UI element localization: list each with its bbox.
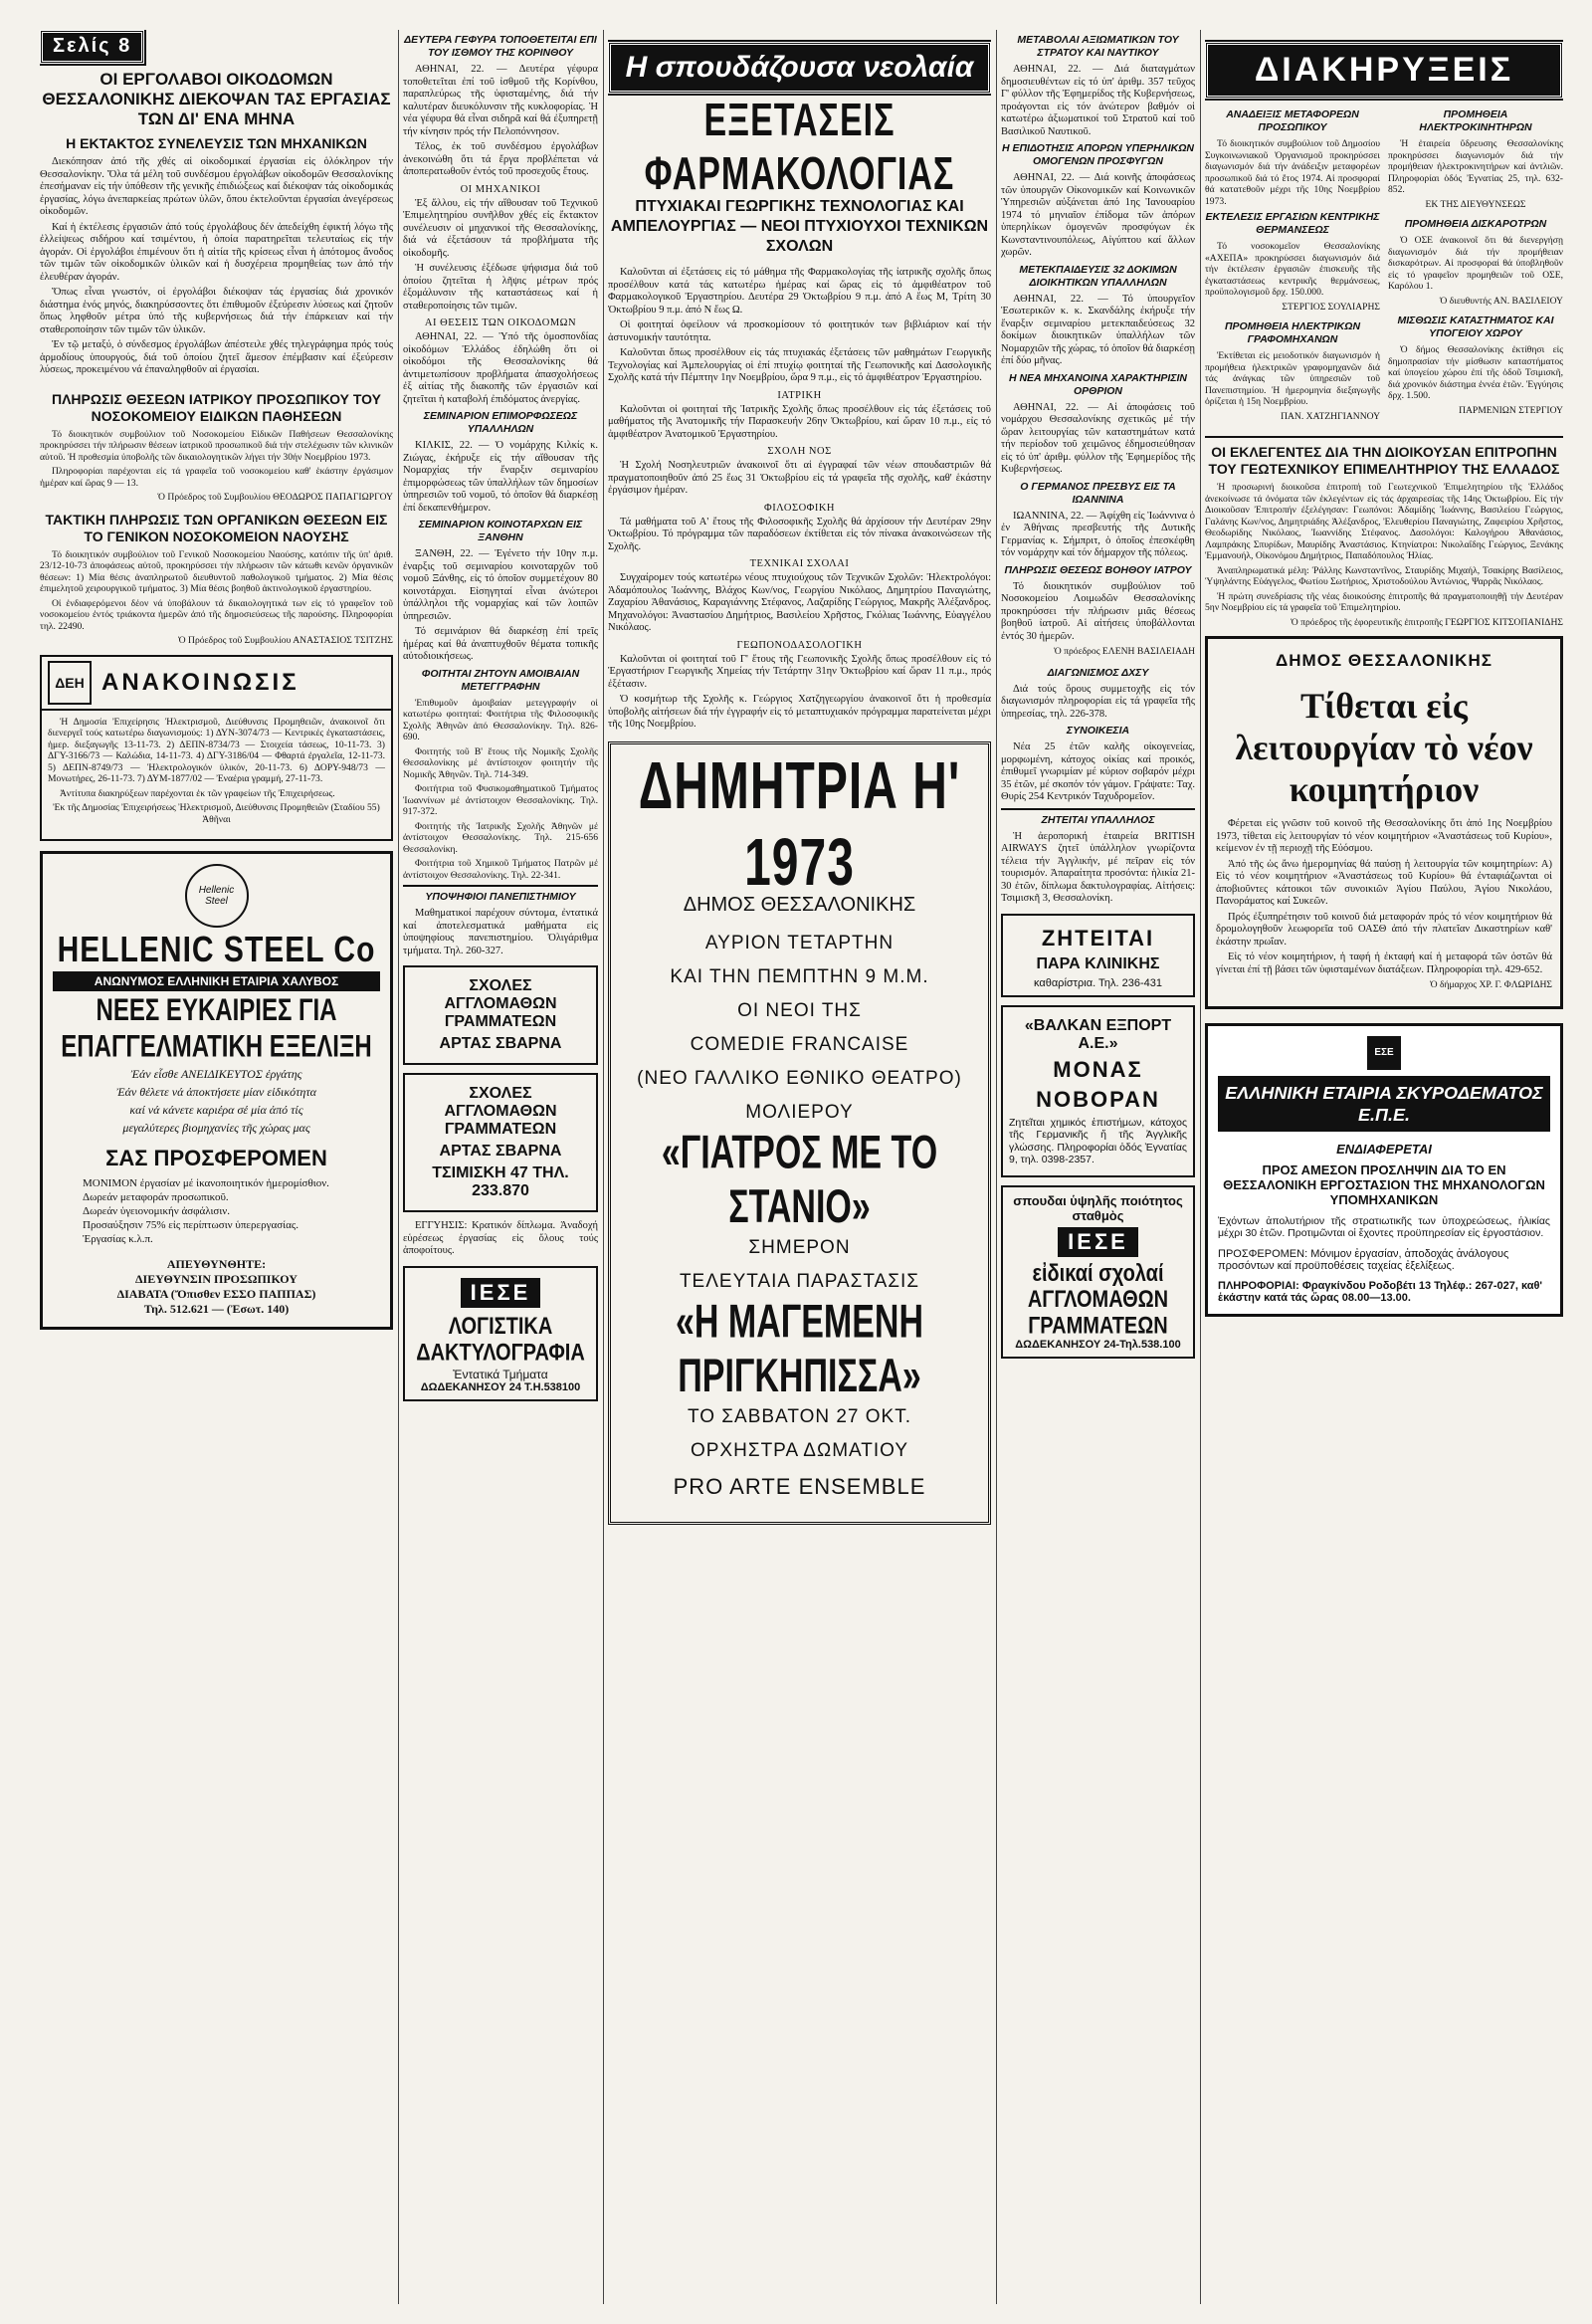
article-paragraph: Πληροφορίαι παρέχονται εἰς τά γραφεῖα τοῦ νοσοκομείου καθ' ἑκάστην ἐργάσιμον ἡμέραν καί ὥρας 9 — 13.	[40, 466, 393, 489]
iese-ad-top: σπουδαι ὑψηλῆς ποιότητος σταθμὸς	[1013, 1192, 1183, 1223]
article-paragraph: Τό διοικητικόν συμβούλιον τοῦ Γενικοῦ Νοσοκομείου Ναούσης, κατόπιν τῆς ὑπ' ἀριθ. 23/12-10-73 ἀποφάσεως αὐτοῦ, προκηρύσσει τήν πλήρωσιν τῶν κάτωθι κενῶν ὀργανικῶν θέσεων: 1) Μία θέσις ἀναπληρωτοῦ διευθυντοῦ παθολογικοῦ τμήματος. 2) Μία θέσις ἐπιμελητοῦ χειρουργικοῦ τμήματος. 3) Μία θέσις βοηθοῦ ἀκτινολογικοῦ ἐργαστηρίου.	[40, 548, 393, 594]
column-4	[1001, 30, 1195, 2304]
notice-text: Τό νοσοκομεῖον Θεσσαλονίκης «ΑΧΕΠΑ» προκηρύσσει διαγωνισμόν διά τήν ἐκτέλεσιν ἐργασιῶν ἐπισκευῆς τῆς ἐγκαταστάσεως κεντρικῆς θερμάνσεως, προϋπολογισμοῦ δρχ. 150.000.	[1205, 241, 1380, 298]
article-paragraph: ΑΘΗΝΑΙ, 22. — Διά κοινῆς ἀποφάσεως τῶν ὑπουργῶν Οἰκονομικῶν καί Κοινωνικῶν Ὑπηρεσιῶν αὐξάνεται ἀπό 1ης Ἰανουαρίου 1974 τό μηνιαῖον ἐπίδομα τῶν ἀπόρων ὑπερηλίκων ὁμογενῶν προσφύγων ἐκ Κωνσταντινουπόλεως, Αἰγύπτου καί ἄλλων χωρῶν.	[1001, 172, 1195, 258]
signature: Ὁ δήμαρχος ΧΡ. Γ. ΦΛΩΡΙΔΗΣ	[1429, 979, 1552, 990]
section-banner: ΔΙΑΚΗΡΥΞΕΙΣ	[1205, 42, 1563, 99]
section-subhead: ΣΧΟΛΗ ΝΟΣ	[767, 446, 832, 457]
section-subhead: ΤΕΧΝΙΚΑΙ ΣΧΟΛΑΙ	[749, 558, 850, 569]
ad-line: ΝΟΒΟΡΑΝ	[1036, 1086, 1160, 1112]
article-paragraph: ΙΩΑΝΝΙΝΑ, 22. — Ἀφίχθη εἰς Ἰωάννινα ὁ ἐν Ἀθήναις πρεσβευτής τῆς Δυτικῆς Γερμανίας κ. Σήμπριτ, ὁ ὁποῖος ἐπεσκέφθη τόν νομάρχην καί τόν δήμαρχον τῆς πόλεως.	[1001, 510, 1195, 558]
festival-line: ΤΕΛΕΥΤΑΙΑ ΠΑΡΑΣΤΑΣΙΣ	[679, 1270, 920, 1292]
article-paragraph: Νέα 25 ἐτῶν καλῆς οἰκογενείας, μορφωμένη, κάτοχος οἰκίας καί προικός, ἐπιθυμεῖ γνωριμίαν μέ κύριον σοβαρόν μέχρι 35 ἐτῶν, μέ σκοπόν τόν γάμον. Γράψατε: Ταχ. Θυρίς 254 Κεντρικόν Ταχυδρομεῖον.	[1001, 741, 1195, 802]
article-subheadline: Η ΕΚΤΑΚΤΟΣ ΣΥΝΕΛΕΥΣΙΣ ΤΩΝ ΜΗΧΑΝΙΚΩΝ	[66, 135, 367, 151]
article-paragraph: ΚΙΛΚΙΣ, 22. — Ὁ νομάρχης Κιλκίς κ. Ζιώγας, ἐκήρυξε εἰς τήν αἴθουσαν τῆς Νομαρχίας τήν ἔναρξιν σεμιναρίου ἐπιμορφώσεως τῶν ὑπαλλήλων τῶν δημοσίων ὑπηρεσιῶν τοῦ νομοῦ, τό ὁποῖον θά διαρκέσῃ ἐπί δεκαπενθήμερον.	[403, 440, 598, 514]
section-banner: Η σπουδάζουσα νεολαία	[608, 42, 991, 94]
notice-title: ΜΙΣΘΩΣΙΣ ΚΑΤΑΣΤΗΜΑΤΟΣ ΚΑΙ ΥΠΟΓΕΙΟΥ ΧΩΡΟΥ	[1397, 315, 1554, 339]
article-paragraph: Καλοῦνται οἱ φοιτηταί τοῦ Γ' ἔτους τῆς Γεωπονικῆς Σχολῆς ὅπως προσέλθουν εἰς τό Ἐργαστήριον Γεωργικῆς Χημείας τήν Τετάρτην 31ην Ὀκτωβρίου καί ὥραν 11 π.μ., πρός ἐξέτασιν.	[608, 653, 991, 690]
ad-line: Ἐάν θέλετε νά ἀποκτήσετε μίαν εἰδικότητα	[116, 1085, 316, 1099]
article-paragraph: Καλοῦνται οἱ φοιτηταί τῆς Ἰατρικῆς Σχολῆς ὅπως προσέλθουν εἰς τάς ἐξετάσεις τοῦ μαθήματος τῆς Ἀνατομικῆς τήν Παρασκευήν 26ην Ὀκτωβρίου, καί ὥραν 10 π.μ., εἰς τό ἀμφιθέατρον Ἀνατομικοῦ Ἐργαστηρίου.	[608, 403, 991, 440]
signature: Ὁ Πρόεδρος τοῦ Συμβουλίου ΑΝΑΣΤΑΣΙΟΣ ΤΣΙΤΖΗΣ	[178, 635, 393, 646]
column-rule	[603, 30, 604, 2304]
announcement-text: Ἡ Δημοσία Ἐπιχείρησις Ἠλεκτρισμοῦ, Διεύθυνσις Προμηθειῶν, ἀνακοινοῖ ὅτι διενεργεῖ τούς κατωτέρω διαγωνισμούς: 1) ΔΥΝ-3074/73 — Κεντρικές ἐγκαταστάσεις, ἡμερ. διεξαγωγῆς 13-11-73. 2) ΔΕΠΝ-8734/73 — Στοιχεία τάσεως, 10-11-73. 3) ΔΓΥ-3166/73 — Καλώδια, 14-11-73. 4) ΔΓΥ-3186/04 — Φθαρτά ἐργαλεῖα, 12-11-73. 5) ΔΕΠΝ-8749/73 — Ἠλεκτρολογικόν ὑλικόν, 20-11-73. 6) ΔΟΡΥ-948/73 — Μονωτήρες, 26-11-73. 7) ΔΥΜ-1877/02 — Ἐναέρια γραμμή, 27-11-73.	[48, 716, 385, 784]
article-headline: ΟΙ ΕΚΛΕΓΕΝΤΕΣ ΔΙΑ ΤΗΝ ΔΙΟΙΚΟΥΣΑΝ ΕΠΙΤΡΟΠΗΝ ΤΟΥ ΓΕΩΤΕΧΝΙΚΟΥ ΕΠΙΜΕΛΗΤΗΡΙΟΥ ΤΗΣ ΕΛΛΑΔΟΣ	[1205, 436, 1563, 478]
article-headline: ΔΕΥΤΕΡΑ ΓΕΦΥΡΑ ΤΟΠΟΘΕΤΕΙΤΑΙ ΕΠΙ ΤΟΥ ΙΣΘΜΟΥ ΤΗΣ ΚΟΡΙΝΘΟΥ	[404, 34, 597, 59]
iese-ad-headline: εἰδικαί σχολαί ΑΓΓΛΟΜΑΘΩΝ ΓΡΑΜΜΑΤΕΩΝ	[1027, 1259, 1169, 1340]
ad-line: ΜΟΝΑΣ	[1053, 1056, 1143, 1082]
iese-ad-address: ΔΩΔΕΚΑΝΗΣΟΥ 24 Τ.Η.538100	[420, 1380, 581, 1393]
article-paragraph: ΑΘΗΝΑΙ, 22. — Διά διαταγμάτων δημοσιευθέντων εἰς τό ὑπ' ἀριθμ. 357 τεῦχος Γ' φύλλον τῆς Ἐφημερίδος τῆς Κυβερνήσεως, προάγονται εἰς τόν ἀνώτερον βαθμόν οἱ κατωτέρω ἀξιωματικοί τοῦ Στρατοῦ καί τοῦ Βασιλικοῦ Ναυτικοῦ.	[1001, 64, 1195, 137]
article-paragraph: Διεκόπησαν ἀπό τῆς χθές αἱ οἰκοδομικαί ἐργασίαι εἰς ὁλόκληρον τήν Θεσσαλονίκην. Ὅλα τά μέλη τοῦ συνδέσμου ἐργολάβων οἰκοδομῶν Θεσσαλονίκης ἐπεσήμαναν εἰς τήν ὑπόθεσιν τῆς γενικῆς ἐπιδιώξεως καί διέκοψαν τάς οἰκοδομικάς ἐργασίας, λόγω ἀνεπαρκείας πρώτων ὑλῶν, ὅπου ἐκτελοῦνται ἐργασίαι ἀνεγέρσεως οἰκοδομῶν.	[40, 156, 393, 217]
school-ad	[403, 1073, 598, 1212]
municipal-notice	[1205, 636, 1563, 1009]
festival-line: ΤΟ ΣΑΒΒΑΤΟΝ 27 ΟΚΤ.	[687, 1405, 912, 1427]
classified-item: Φοιτήτρια τοῦ Φυσικομαθηματικοῦ Τμήματος Ἰωαννίνων μέ ἀντίστοιχον Θεσσαλονίκης. Τηλ. 917-372.	[403, 783, 598, 817]
festival-line: ΣΗΜΕΡΟΝ	[748, 1236, 851, 1258]
iese-ad-tag: Ἐντατικά Τμήματα	[453, 1367, 548, 1381]
article-headline: ΜΕΤΑΒΟΛΑΙ ΑΞΙΩΜΑΤΙΚΩΝ ΤΟΥ ΣΤΡΑΤΟΥ ΚΑΙ ΝΑΥΤΙΚΟΥ	[1017, 34, 1179, 59]
section-subhead: ΟΙ ΜΗΧΑΝΙΚΟΙ	[460, 183, 541, 195]
article-headline: ΥΠΟΨΗΦΙΟΙ ΠΑΝΕΠΙΣΤΗΜΙΟΥ	[403, 885, 598, 904]
article-paragraph: Ἡ πρώτη συνεδρίασις τῆς νέας διοικούσης ἐπιτροπῆς θά πραγματοποιηθῇ τήν Δευτέραν 5ην Νοεμβρίου εἰς τά γραφεῖα τοῦ Ἐπιμελητηρίου.	[1205, 590, 1563, 613]
wanted-ad-text: καθαρίστρια. Τηλ. 236-431	[1033, 976, 1163, 989]
school-ad-title: ΣΧΟΛΕΣ ΑΓΓΛΟΜΑΘΩΝ ΓΡΑΜΜΑΤΕΩΝ	[444, 977, 557, 1030]
iese-ad	[403, 1266, 598, 1401]
article-headline: Η ΝΕΑ ΜΗΧΑΝΟΙΝΑ ΧΑΡΑΚΤΗΡΙΣΙΝ ΟΡΘΡΙΟΝ	[1008, 371, 1188, 397]
section-subhead: ΑΙ ΘΕΣΕΙΣ ΤΩΝ ΟΙΚΟΔΟΜΩΝ	[424, 317, 577, 328]
school-ad-title: ΣΧΟΛΕΣ ΑΓΓΛΟΜΑΘΩΝ ΓΡΑΜΜΑΤΕΩΝ	[444, 1085, 557, 1138]
article-headline: ΦΟΙΤΗΤΑΙ ΖΗΤΟΥΝ ΑΜΟΙΒΑΙΑΝ ΜΕΤΕΓΓΡΑΦΗΝ	[421, 667, 580, 693]
wanted-ad-subtitle: ΠΑΡΑ ΚΛΙΝΙΚΗΣ	[1036, 954, 1160, 972]
notice-column	[1388, 105, 1563, 430]
ad-text: Ἐχόντων ἀπολυτήριον τῆς στρατιωτικῆς των ὑποχρεώσεως, ἡλικίας μέχρι 30 ἐτῶν. Προτιμῶνται οἱ ἔχοντες προϋπηρεσίαν εἰς ἐργοστάσιον.	[1218, 1214, 1550, 1239]
main-headline: ΕΞΕΤΑΣΕΙΣ ΦΑΡΜΑΚΟΛΟΓΙΑΣ	[644, 95, 955, 200]
company-subtitle: ΑΝΩΝΥΜΟΣ ΕΛΛΗΝΙΚΗ ΕΤΑΙΡΙΑ ΧΑΛΥΒΟΣ	[53, 971, 380, 991]
announcement-text: Ἀντίτυπα διακηρύξεων παρέχονται ἐκ τῶν γραφείων τῆς Ἐπιχειρήσεως.	[60, 787, 335, 799]
school-ad-name: ΑΡΤΑΣ ΣΒΑΡΝΑ	[439, 1035, 562, 1052]
ad-contact: ΔΙΑΒΑΤΑ (Ὄπισθεν ΕΣΣΟ ΠΑΠΠΑΣ)	[116, 1287, 316, 1301]
play-title: «ΓΙΑΤΡΟΣ ΜΕ ΤΟ ΣΤΑΝΙΟ»	[661, 1125, 938, 1233]
column-5	[1205, 30, 1563, 2304]
notice-text: Ἐκτίθεται εἰς μειοδοτικόν διαγωνισμόν ἡ προμήθεια ἠλεκτρικῶν γραφομηχανῶν διά τάς ἀνάγκας τῶν ὑπηρεσιῶν τοῦ Πανεπιστημίου. Ἡ ἡμερομηνία διεξαγωγῆς ὁρίζεται ἡ 15η Νοεμβρίου.	[1205, 350, 1380, 407]
article-paragraph: Τό διοικητικόν συμβούλιον τοῦ Νοσοκομείου Εἰδικῶν Παθήσεων Θεσσαλονίκης προκηρύσσει τήν πλήρωσιν θέσεων ἰατρικοῦ προσωπικοῦ διά τήν στελέχωσιν τῶν κλινικῶν αὐτοῦ. Ἡ προθεσμία ὑποβολῆς τῶν δικαιολογητικῶν λήγει τήν 30ήν Νοεμβρίου 1973.	[40, 428, 393, 463]
notice-headline: Τίθεται εἰς λειτουργίαν τὸ νέον κοιμητήριον	[1235, 686, 1533, 809]
classified-item: Ἐπιθυμοῦν ἀμοιβαίαν μετεγγραφήν οἱ κατωτέρω φοιτηταί: Φοιτήτρια τῆς Φιλοσοφικῆς Σχολῆς Ἀθηνῶν ἀπό Θεσσαλονίκην. Τηλ. 826-690.	[403, 697, 598, 742]
article-paragraph: Διά τούς ὅρους συμμετοχῆς εἰς τόν διαγωνισμόν πληροφορίαι εἰς τά γραφεῖα τῆς ὑπηρεσίας, τηλ. 226-378.	[1001, 683, 1195, 720]
article-paragraph: Τέλος, ἐκ τοῦ συνδέσμου ἐργολάβων ἀνεκοινώθη ὅτι τά ἔργα προβλέπεται νά ἀποπερατωθοῦν ἐντός τοῦ προσεχοῦς ἔτους.	[403, 141, 598, 177]
ad-offer-item: Ἐργασίας κ.λ.π.	[83, 1233, 153, 1245]
announcement-title: ΑΝΑΚΟΙΝΩΣΙΣ	[101, 668, 299, 696]
play-title: «Η ΜΑΓΕΜΕΝΗ ΠΡΙΓΚΗΠΙΣΣΑ»	[675, 1294, 923, 1402]
article-headline: Η ΕΠΙΔΟΤΗΣΙΣ ΑΠΟΡΩΝ ΥΠΕΡΗΛΙΚΩΝ ΟΜΟΓΕΝΩΝ ΠΡΟΣΦΥΓΩΝ	[1001, 142, 1194, 167]
article-headline: ΔΙΑΓΩΝΙΣΜΟΣ ΔΧΣΥ	[1047, 666, 1149, 679]
column-rule	[996, 30, 997, 2304]
article-paragraph: Οἱ ἐνδιαφερόμενοι δέον νά ὑποβάλουν τά δικαιολογητικά των εἰς τό γραφεῖον τοῦ νοσοκομείου ἐντός τριάκοντα ἡμερῶν ἀπό τῆς δημοσιεύσεως τῆς παρούσης. Πληροφορίαι τηλ. 22490.	[40, 597, 393, 632]
balkan-export-ad	[1001, 1005, 1195, 1177]
notice-title: ΕΚΤΕΛΕΣΙΣ ΕΡΓΑΣΙΩΝ ΚΕΝΤΡΙΚΗΣ ΘΕΡΜΑΝΣΕΩΣ	[1205, 211, 1380, 236]
article-paragraph: ΞΑΝΘΗ, 22. — Ἐγένετο τήν 10ην π.μ. ἐναρξις τοῦ σεμιναρίου κοινοταρχῶν τοῦ νομοῦ Ξάνθης, εἰς τό ὁποῖον συμμετέχουν 80 κοινοτάρχαι. Εἰσηγηταί εἶναι ἀνώτεροι ὑπάλληλοι τῆς νομαρχίας καί τῶν λοιπῶν ὑπηρεσιῶν.	[403, 548, 598, 622]
article-paragraph: Συγχαίρομεν τούς κατωτέρω νέους πτυχιούχους τῶν Τεχνικῶν Σχολῶν: Ἠλεκτρολόγοι: Ἀδαμόπουλος Ἰωάννης, Βλάχος Κων/νος, Γεωργίου Νικόλαος, Δημητρίου Παναγιώτης, Ζαχαρίου Ἀθανάσιος, Καραγιάννης Στέφανος, Λαζαρίδης Γεώργιος, Μακρῆς Ἀλέξανδρος. Μηχανολόγοι: Ἀναστασίου Δημήτριος, Βασιλείου Χρῆστος, Γκόλιας Ἰωάννης, Εὐαγγέλου Νικόλαος.	[608, 572, 991, 633]
school-ad-address: ΤΣΙΜΙΣΚΗ 47 ΤΗΛ. 233.870	[432, 1164, 569, 1199]
wanted-ad	[1001, 914, 1195, 997]
hellenic-steel-ad	[40, 851, 393, 1330]
article-paragraph: Ἡ συνέλευσις ἐξέδωσε ψήφισμα διά τοῦ ὁποίου ζητεῖται ἡ λῆψις μέτρων πρός ἐξομάλυνσιν τῆς καταστάσεως καί ἡ σταθεροποίησις τῶν τιμῶν.	[403, 263, 598, 312]
ad-text: Ζητεῖται χημικός ἐπιστήμων, κάτοχος τῆς Γερμανικῆς ἤ τῆς Ἀγγλικῆς γλώσσης. Πληροφορίαι ὁδός Ἐγνατίας 9, τηλ. 0398-2357.	[1009, 1116, 1187, 1165]
notice-column	[1205, 105, 1380, 430]
festival-line: PRO ARTE ENSEMBLE	[673, 1473, 926, 1499]
classified-item: Φοιτητής τῆς Ἰατρικῆς Σχολῆς Ἀθηνῶν μέ ἀντίστοιχον Θεσσαλονίκης. Τηλ. 215-656 Θεσσαλονίκη.	[403, 820, 598, 855]
article-paragraph: ΑΘΗΝΑΙ, 22. — Ὑπό τῆς ὁμοσπονδίας οἰκοδόμων Ἑλλάδος ἐδηλώθη ὅτι οἱ οἰκοδόμοι τῆς Θεσσαλονίκης θά ἀντιμετωπίσουν προβλήματα ἀπασχολήσεως ἐξ αἰτίας τῆς διακοπῆς τῶν ἐργασιῶν καί ζητεῖται ἡ καταβολή ἐπιδόματος ἀνεργίας.	[403, 331, 598, 405]
signature: Ὁ Πρόεδρος τοῦ Συμβουλίου ΘΕΟΔΩΡΟΣ ΠΑΠΑΓΙΩΡΓΟΥ	[157, 492, 393, 503]
article-paragraph: ΕΓΓΥΗΣΙΣ: Κρατικόν δίπλωμα. Ἀναδοχή εὑρέσεως ἐργασίας εἰς ὅλους τούς ἀποφοίτους.	[403, 1220, 598, 1256]
company-name: «ΒΑΛΚΑΝ ΕΞΠΟΡΤ Α.Ε.»	[1024, 1016, 1172, 1052]
wanted-ad-title: ΖΗΤΕΙΤΑΙ	[1041, 925, 1155, 951]
announcement-box	[40, 655, 393, 842]
ad-line: μεγαλύτερες βιομηχανίες τῆς χώρας μας	[122, 1121, 310, 1135]
dimitria-festival-ad	[608, 741, 991, 1525]
article-headline: ΠΛΗΡΩΣΙΣ ΘΕΣΕΩΝ ΙΑΤΡΙΚΟΥ ΠΡΟΣΩΠΙΚΟΥ ΤΟΥ ΝΟΣΟΚΟΜΕΙΟΥ ΕΙΔΙΚΩΝ ΠΑΘΗΣΕΩΝ	[51, 390, 381, 424]
iese-logo: ΙΕΣΕ	[461, 1278, 541, 1308]
article-paragraph: Τά μαθήματα τοῦ Α' ἔτους τῆς Φιλοσοφικῆς Σχολῆς θά ἀρχίσουν τήν Δευτέραν 29ην Ὀκτωβρίου. Τό πρόγραμμα τῶν παραδόσεων ἐκτίθεται εἰς τόν πίνακα ἀνακοινώσεων τῆς Σχολῆς.	[608, 516, 991, 552]
classified-item: Φοιτητής τοῦ Β' ἔτους τῆς Νομικῆς Σχολῆς Θεσσαλονίκης μέ ἀντίστοιχον φοιτητήν τῆς Νομικῆς Ἀθηνῶν. Τηλ. 714-349.	[403, 745, 598, 780]
notice-title: ΠΡΟΜΗΘΕΙΑ ΗΛΕΚΤΡΙΚΩΝ ΓΡΑΦΟΜΗΧΑΝΩΝ	[1224, 320, 1361, 345]
ad-contact: ΠΛΗΡΟΦΟΡΙΑΙ: Φραγκίνδου Ροδοβέτι 13 Τηλέφ.: 267-027, καθ' ἑκάστην κατά τάς ὥρας 08.00—13.00.	[1218, 1279, 1543, 1304]
iese-logo: ΙΕΣΕ	[1058, 1227, 1138, 1257]
notice-text: Ὁ δήμος Θεσσαλονίκης ἐκτίθησι εἰς δημοπρασίαν τήν μίσθωσιν καταστήματος καί ὑπογείου χώρου ἐπί τῆς ὁδοῦ Τσιμισκῆ, διά χρονικόν διάστημα ἐννέα ἐτῶν. Ἐγγύησις δρχ. 1.500.	[1388, 344, 1563, 401]
article-paragraph: Ἀναπληρωματικά μέλη: Ῥάλλης Κωνσταντῖνος, Σταυρίδης Μιχαήλ, Τσακίρης Βασίλειος, Ὑψηλάντης Εὐάγγελος, Φωτίου Σωτήριος, Χριστοδούλου Ἀντώνιος, Ψαρρᾶς Νικόλαος.	[1205, 564, 1563, 587]
ad-tagline: ΕΝΔΙΑΦΕΡΕΤΑΙ	[1336, 1141, 1432, 1157]
column-rule	[1200, 30, 1201, 2304]
notice-text: Πρός ἐξυπηρέτησιν τοῦ κοινοῦ διά μεταφοράν πρός τό νέον κοιμητήριον θά δρομολογηθοῦν λεωφορεῖα τοῦ ΟΑΣΘ ἀπό τήν πλατεῖαν Δικαστηρίων καθ' ἑκάστην πρωΐαν.	[1216, 911, 1552, 948]
article-paragraph: Καί ἡ ἐκτέλεσις ἐργασιῶν ἀπό τούς ἐργολάβους δέν ἀπεδείχθη ἐφικτή λόγω τῆς ἐλλείψεως σιδήρου καί τσιμέντου, ἡ ὁποία παρατηρεῖται τελευταίως εἰς τήν ἀγοράν. Οἱ ἐργολάβοι ἐπιμένουν ὅτι ἡ αἰτία τῆς κρίσεως εἶναι ἡ ἀπότομος ἄνοδος τῶν τιμῶν τῶν οἰκοδομικῶν ὑλικῶν καί ἡ δυσχέρεια προμηθείας των ἀπό τήν ἐλευθέραν ἀγοράν.	[40, 221, 393, 283]
article-paragraph: Τό διοικητικόν συμβούλιον τοῦ Νοσοκομείου Λοιμωδῶν Θεσσαλονίκης προκηρύσσει τήν πλήρωσιν μιᾶς θέσεως βοηθοῦ ἰατροῦ. Αἱ αἰτήσεις ὑποβάλλονται ἐντός 30 ἡμερῶν.	[1001, 580, 1195, 642]
notice-title: ΠΡΟΜΗΘΕΙΑ ΔΙΣΚΑΡΟΤΡΩΝ	[1404, 218, 1547, 230]
festival-title: ΔΗΜΗΤΡΙΑ Η' 1973	[638, 748, 961, 901]
article-headline: Ο ΓΕΡΜΑΝΟΣ ΠΡΕΣΒΥΣ ΕΙΣ ΤΑ ΙΩΑΝΝΙΝΑ	[1020, 480, 1176, 506]
festival-line: ΜΟΛΙΕΡΟΥ	[745, 1101, 854, 1123]
signature: ΠΑΡΜΕΝΙΩΝ ΣΤΕΡΓΙΟΥ	[1459, 404, 1563, 416]
article-paragraph: Ὁ κοσμήτωρ τῆς Σχολῆς κ. Γεώργιος Χατζηγεωργίου ἀνακοινοῖ ὅτι ἡ προθεσμία ὑποβολῆς αἰτήσεων διά τήν ἐγγραφήν εἰς τό μεταπτυχιακόν πρόγραμμα παρατείνεται μέχρι τῆς 10ης Νοεμβρίου.	[608, 694, 991, 730]
section-subhead: ΓΕΩΠΟΝΟΔΑΣΟΛΟΓΙΚΗ	[736, 639, 863, 651]
article-paragraph: Ἡ Σχολή Νοσηλευτριῶν ἀνακοινοῖ ὅτι αἱ ἐγγραφαί τῶν νέων σπουδαστριῶν θά πραγματοποιηθοῦν ἀπό 25 ἕως 31 Ὀκτωβρίου εἰς τά γραφεῖα τῆς σχολῆς, καθ' ἑκάστην ἐργάσιμον ἡμέραν.	[608, 460, 991, 496]
municipality-name: ΔΗΜΟΣ ΘΕΣΣΑΛΟΝΙΚΗΣ	[1276, 651, 1492, 670]
school-ad	[403, 965, 598, 1065]
article-headline: ΟΙ ΕΡΓΟΛΑΒΟΙ ΟΙΚΟΔΟΜΩΝ ΘΕΣΣΑΛΟΝΙΚΗΣ ΔΙΕΚΟΨΑΝ ΤΑΣ ΕΡΓΑΣΙΑΣ ΤΩΝ ΔΙ' ΕΝΑ ΜΗΝΑ	[42, 70, 391, 128]
signature: Ὁ πρόεδρος τῆς ἐφορευτικῆς ἐπιτροπῆς ΓΕΩΡΓΙΟΣ ΚΙΤΣΟΠΑΝΙΔΗΣ	[1291, 616, 1563, 628]
dei-logo: ΔΕΗ	[48, 661, 92, 705]
article-headline: ΤΑΚΤΙΚΗ ΠΛΗΡΩΣΙΣ ΤΩΝ ΟΡΓΑΝΙΚΩΝ ΘΕΣΕΩΝ ΕΙΣ ΤΟ ΓΕΝΙΚΟΝ ΝΟΣΟΚΟΜΕΙΟΝ ΝΑΟΥΣΗΣ	[45, 511, 388, 544]
festival-line: ΟΡΧΗΣΤΡΑ ΔΩΜΑΤΙΟΥ	[690, 1439, 909, 1461]
article-headline: ΣΕΜΙΝΑΡΙΟΝ ΕΠΙΜΟΡΦΩΣΕΩΣ ΥΠΑΛΛΗΛΩΝ	[423, 410, 578, 435]
company-logo: ΕΣΕ	[1367, 1036, 1401, 1070]
ad-headline: ΠΡΟΣ ΑΜΕΣΟΝ ΠΡΟΣΛΗΨΙΝ ΔΙΑ ΤΟ ΕΝ ΘΕΣΣΑΛΟΝΙΚΗ ΕΡΓΟΣΤΑΣΙΟΝ ΤΗΣ ΜΗΧΑΝΟΛΟΓΩΝ ΥΠΟΜΗΧΑΝΙΚΩΝ	[1223, 1162, 1545, 1207]
festival-line: ΑΥΡΙΟΝ ΤΕΤΑΡΤΗΝ	[704, 932, 895, 953]
ad-offer: ΠΡΟΣΦΕΡΟΜΕΝ: Μόνιμον ἐργασίαν, ἀποδοχάς ἀνάλογους προσόντων καί προϋποθέσεις ταχείας ἐξελίξεως.	[1218, 1247, 1509, 1272]
notice-text: Τό διοικητικόν συμβούλιον τοῦ Δημοσίου Συγκοινωνιακοῦ Ὀργανισμοῦ προκηρύσσει διαγωνισμόν διά τήν ἀνάδειξιν μεταφορέων προσωπικοῦ διά τό ἔτος 1974. Αἱ προσφοραί θά κατατεθοῦν μέχρι τῆς 10ης Νοεμβρίου 1973.	[1205, 138, 1380, 207]
ad-contact: Τηλ. 512.621 — (Ἐσωτ. 140)	[143, 1302, 290, 1316]
article-paragraph: Ὅπως εἶναι γνωστόν, οἱ ἐργολάβοι διέκοψαν τάς ἐργασίας διά χρονικόν διάστημα ἑνός μηνός, διακηρύσσοντες ὅτι ἐπιθυμοῦν ἐξεύρεσιν λύσεως καί ζητοῦν ὅπως ληφθοῦν μέτρα ὑπό τῆς κυβερνήσεως διά τήν ἐπάρκειαν καί τήν σταθεροποίησιν τῶν τιμῶν τῶν ὑλικῶν.	[40, 287, 393, 335]
article-paragraph: Καλοῦνται ὅπως προσέλθουν εἰς τάς πτυχιακάς ἐξετάσεις τῶν μαθημάτων Γεωργικῆς Τεχνολογίας καί Ἀμπελουργίας οἱ ἐπί πτυχίῳ φοιτηταί τῆς Γεωπονικῆς καί Δασολογικῆς Σχολῆς κατά τήν Πέμπτην 1ην Νοεμβρίου, ὥρα 9 π.μ., εἰς τό ἀμφιθέατρον Ἐργαστηρίου.	[608, 347, 991, 383]
ad-contact: ΑΠΕΥΘΥΝΘΗΤΕ:	[166, 1257, 267, 1271]
article-paragraph: Ἡ ἀεροπορική ἑταιρεία BRITISH AIRWAYS ζητεῖ ὑπάλληλον γνωρίζοντα τέλεια τήν Ἀγγλικήν, μέ πεῖραν εἰς τόν τουρισμόν. Ἀπαραίτητα προσόντα: ἡλικία 21-30 ἐτῶν, δίπλωμα δακτυλογραφίας. Αἰτήσεις: Τσιμισκῆ 3, Θεσσαλονίκη.	[1001, 830, 1195, 904]
festival-line: COMEDIE FRANCAISE	[690, 1033, 909, 1055]
ad-line: καί νά κάνετε καριέρα σέ μία ἀπό τίς	[129, 1103, 303, 1117]
article-headline: ΜΕΤΕΚΠΑΙΔΕΥΣΙΣ 32 ΔΟΚΙΜΩΝ ΔΙΟΙΚΗΤΙΚΩΝ ΥΠΑΛΛΗΛΩΝ	[1019, 263, 1177, 289]
article-paragraph: Ἡ προσωρινή διοικοῦσα ἐπιτροπή τοῦ Γεωτεχνικοῦ Ἐπιμελητηρίου τῆς Ἑλλάδος ἀνεκοίνωσε τά ὀνόματα τῶν ἐκλεγέντων εἰς τάς ἀρχαιρεσίας τῆς 14ης Ὀκτωβρίου. Εἰς τήν Διοικοῦσαν Ἐπιτροπήν ἐξελέγησαν: Γεωπόνοι: Ἀδαμίδης Ἰωάννης, Βασιλείου Γεώργιος, Γαλάνης Κων/νος, Δημητριάδης Ἀλέξανδρος, Ἐλευθερίου Παναγιώτης, Ζαφειρίου Χρῆστος, Θεοδωρίδης Νικόλαος, Ἰωαννίδης Στέφανος. Δασολόγοι: Καλογήρου Ἀθανάσιος, Λαμπράκης Σπυρίδων, Μαυρίδης Ἀναστάσιος. Κτηνίατροι: Νικολαΐδης Γεώργιος, Ξενάκης Ἐμμανουήλ, Οἰκονόμου Δημήτριος, Παπαδόπουλος Ἠλίας.	[1205, 482, 1563, 561]
article-paragraph: Καλοῦνται αἱ ἐξετάσεις εἰς τό μάθημα τῆς Φαρμακολογίας τῆς ἰατρικῆς σχολῆς ὅπως προσέλθουν κατά τάς κατωτέρω ἡμέρας καί ὥρας εἰς τό ἀμφιθέατρον τοῦ Φαρμακολογικοῦ Ἐργαστηρίου. Δευτέρα 29 Ὀκτωβρίου 9 π.μ. ἀπό Α ἕως Μ, Τρίτη 30 Ὀκτωβρίου 9 π.μ. ἀπό Ν ἕως Ω.	[608, 267, 991, 316]
iese-ad-headline: ΛΟΓΙΣΤΙΚΑ ΔΑΚΤΥΛΟΓΡΑΦΙΑ	[416, 1313, 585, 1366]
notice-text: Ὁ ΟΣΕ ἀνακοινοῖ ὅτι θά διενεργήσῃ διαγωνισμόν διά τήν προμήθειαν δισκαρότρων. Αἱ προσφοραί θά ὑποβληθοῦν εἰς τό γραφεῖον προμηθειῶν τοῦ ΟΣΕ, Καρόλου 1.	[1388, 235, 1563, 292]
signature: ΠΑΝ. ΧΑΤΖΗΓΙΑΝΝΟΥ	[1281, 410, 1380, 422]
article-headline: ΖΗΤΕΙΤΑΙ ΥΠΑΛΛΗΛΟΣ	[1001, 808, 1195, 827]
notice-title: ΠΡΟΜΗΘΕΙΑ ΗΛΕΚΤΡΟΚΙΝΗΤΗΡΩΝ	[1419, 108, 1532, 133]
notice-text: Εἰς τό νέον κοιμητήριον, ἡ ταφή ἡ ἐκταφή καί ἡ μεταφορά τῶν ὀστῶν θά γίνεται ἐπί τῇ βάσει τῶν ὑφισταμένων διατάξεων. Πληροφορίαι τηλ. 429-652.	[1216, 951, 1552, 975]
section-subhead: ΙΑΤΡΙΚΗ	[777, 389, 822, 401]
article-paragraph: Τό σεμινάριον θά διαρκέσῃ ἐπί τρεῖς ἡμέρας καί θά ἀναπτυχθοῦν θέματα τοπικῆς αὐτοδιοικήσεως.	[403, 626, 598, 662]
ad-offer-item: Δωρεάν ὑγειονομικήν ἀσφάλισιν.	[83, 1205, 231, 1217]
ad-offer-item: Δωρεάν μεταφοράν προσωπικοῦ.	[83, 1191, 229, 1203]
ad-line: Ἐάν εἶσθε ΑΝΕΙΔΙΚΕΥΤΟΣ ἐργάτης	[130, 1067, 302, 1081]
company-name: ΕΛΛΗΝΙΚΗ ΕΤΑΙΡΙΑ ΣΚΥΡΟΔΕΜΑΤΟΣ Ε.Π.Ε.	[1218, 1076, 1550, 1132]
article-headline: ΠΛΗΡΩΣΙΣ ΘΕΣΕΩΣ ΒΟΗΘΟΥ ΙΑΤΡΟΥ	[1004, 563, 1192, 576]
ad-contact: ΔΙΕΥΘΥΝΣΙΝ ΠΡΟΣΩΠΙΚΟΥ	[135, 1272, 298, 1286]
article-paragraph: Ἐν τῷ μεταξύ, ὁ σύνδεσμος ἐργολάβων ἀπέστειλε χθές τηλεγράφημα πρός τούς ἁρμοδίους ὑπουργούς, διά τοῦ ὁποίου ζητεῖ ἄμεσον ἐπέμβασιν καί ἐξεύρεσιν λύσεως, προκειμένου νά ἐπαναληφθοῦν αἱ ἐργασίαι.	[40, 339, 393, 375]
classified-item: Φοιτήτρια τοῦ Χημικοῦ Τμήματος Πατρῶν μέ ἀντίστοιχον Θεσσαλονίκης. Τηλ. 22-341.	[403, 858, 598, 881]
signature: Ὁ πρόεδρος ΕΛΕΝΗ ΒΑΣΙΛΕΙΑΔΗ	[1054, 646, 1195, 657]
column-rule	[398, 30, 399, 2304]
signature: ΣΤΕΡΓΙΟΣ ΣΟΥΛΙΑΡΗΣ	[1282, 301, 1380, 313]
article-paragraph: ΑΘΗΝΑΙ, 22. — Δευτέρα γέφυρα τοποθετεῖται ἐπί τοῦ ἰσθμοῦ τῆς Κορίνθου, παραπλεύρως τῆς ὑφισταμένης, διά τήν καλυτέραν διευκόλυνσιν τῆς κυκλοφορίας. Ἡ νέα γέφυρα θά εἶναι σιδηρᾶ καί θά ἐξυπηρετῇ τήν κίνησιν πρός τήν Πελοπόννησον.	[403, 64, 598, 137]
signature: ΕΚ ΤΗΣ ΔΙΕΥΘΥΝΣΕΩΣ	[1425, 198, 1526, 210]
iese-ad	[1001, 1185, 1195, 1359]
company-name: HELLENIC STEEL Co	[57, 930, 376, 970]
article-paragraph: Οἱ φοιτηταί ὀφείλουν νά προσκομίσουν τό φοιτητικόν των βιβλιάριον καί τήν ἀστυνομικήν ταυτότητα.	[608, 319, 991, 343]
column-3	[608, 30, 991, 2304]
ad-offer-item: Προσαύξησιν 75% εἰς περίπτωσιν ὑπερεργασίας.	[83, 1219, 298, 1231]
concrete-company-ad	[1205, 1023, 1563, 1317]
main-subheadline: ΠΤΥΧΙΑΚΑΙ ΓΕΩΡΓΙΚΗΣ ΤΕΧΝΟΛΟΓΙΑΣ ΚΑΙ ΑΜΠΕΛΟΥΡΓΙΑΣ — ΝΕΟΙ ΠΤΥΧΙΟΥΧΟΙ ΤΕΧΝΙΚΩΝ ΣΧΟΛΩΝ	[610, 198, 989, 255]
column-2	[403, 30, 598, 2304]
notice-text: Ἡ ἐταιρεία ὕδρευσης Θεσσαλονίκης προκηρύσσει διαγωνισμόν διά τήν προμήθειαν ἠλεκτροκινητήρων καί ἀντλιῶν. Πληροφορίαι ὁδός Ἐγνατίας 25, τηλ. 632-852.	[1388, 138, 1563, 195]
ad-headline: ΝΕΕΣ ΕΥΚΑΙΡΙΕΣ ΓΙΑ ΕΠΑΓΓΕΛΜΑΤΙΚΗ ΕΞΕΛΙΞΗ	[61, 992, 372, 1065]
notice-text: Ἀπό τῆς ὡς ἄνω ἡμερομηνίας θά παύσῃ ἡ λειτουργία τῶν κοιμητηρίων: Α) Εἰς τό νέον κοιμητήριον «Ἀναστάσεως τοῦ Κυρίου» θά ἐνταφιάζωνται οἱ ἀποβιοῦντες κάτοικοι τῶν συνοικιῶν Ἁγίου Παύλου, Ἁγίου Νικολάου, Πανοράματος καί Συκεῶν.	[1216, 858, 1552, 907]
festival-organizer: ΔΗΜΟΣ ΘΕΣΣΑΛΟΝΙΚΗΣ	[683, 893, 916, 916]
article-paragraph: Ἐξ ἄλλου, εἰς τήν αἴθουσαν τοῦ Τεχνικοῦ Ἐπιμελητηρίου συνῆλθον χθές εἰς ἔκτακτον συνέλευσιν οἱ μηχανικοί τῆς Θεσσαλονίκης, διά νά ἐξετάσουν τά προβλήματα τῆς οἰκοδομῆς.	[403, 197, 598, 259]
festival-line: (ΝΕΟ ΓΑΛΛΙΚΟ ΕΘΝΙΚΟ ΘΕΑΤΡΟ)	[637, 1067, 962, 1089]
article-paragraph: ΑΘΗΝΑΙ, 22. — Τό ὑπουργεῖον Ἐσωτερικῶν κ. κ. Σκανδάλης ἐκήρυξε τήν ἔναρξιν σεμιναρίου μετεκπαιδεύσεως 32 δοκίμων διοικητικῶν ὑπαλλήλων τῶν Νομαρχιῶν τῆς χώρας, τό ὁποῖον θά διαρκέσῃ ἐπί δύο μῆνας.	[1001, 293, 1195, 366]
article-paragraph: Μαθηματικοί παρέχουν σύντομα, ἐντατικά καί ἀποτελεσματικά μαθήματα εἰς ὑποψηφίους πανεπιστημίου. Ὀλιγάριθμα τμήματα. Τηλ. 260-327.	[403, 908, 598, 956]
article-headline: ΣΕΜΙΝΑΡΙΟΝ ΚΟΙΝΟΤΑΡΧΩΝ ΕΙΣ ΞΑΝΘΗΝ	[418, 519, 583, 543]
article-paragraph: ΑΘΗΝΑΙ, 22. — Αἱ ἀποφάσεις τοῦ νομάρχου Θεσσαλονίκης σχετικῶς μέ τήν ὥραν λειτουργίας τῶν καταστημάτων κατά τήν περίοδον τοῦ χειμῶνος ἐδημοσιεύθησαν εἰς τό ὑπ' ἀριθμ. φύλλον τῆς Ἐφημερίδος τῆς Κυβερνήσεως.	[1001, 401, 1195, 475]
hellenic-steel-logo: Hellenic Steel	[185, 864, 249, 928]
ad-offer-heading: ΣΑΣ ΠΡΟΣΦΕΡΟΜΕΝ	[105, 1146, 327, 1170]
ad-offer-item: ΜΟΝΙΜΟΝ ἐργασίαν μέ ἱκανοποιητικόν ἡμερομίσθιον.	[83, 1177, 329, 1189]
signature: Ὁ διευθυντής ΑΝ. ΒΑΣΙΛΕΙΟΥ	[1439, 295, 1563, 307]
festival-line: ΚΑΙ ΤΗΝ ΠΕΜΠΤΗΝ 9 Μ.Μ.	[670, 965, 929, 987]
article-headline: ΣΥΝΟΙΚΕΣΙΑ	[1066, 725, 1130, 737]
signature: Ἐκ τῆς Δημοσίας Ἐπιχειρήσεως Ἠλεκτρισμοῦ, Διεύθυνσις Προμηθειῶν (Σταδίου 55) Ἀθῆναι	[53, 802, 380, 825]
section-subhead: ΦΙΛΟΣΟΦΙΚΗ	[764, 502, 835, 514]
festival-line: ΟΙ ΝΕΟΙ ΤΗΣ	[737, 999, 862, 1021]
column-1	[40, 30, 393, 2304]
iese-ad-address: ΔΩΔΕΚΑΝΗΣΟΥ 24-Τηλ.538.100	[1015, 1338, 1181, 1351]
notice-title: ΑΝΑΔΕΙΞΙΣ ΜΕΤΑΦΟΡΕΩΝ ΠΡΟΣΩΠΙΚΟΥ	[1226, 108, 1359, 133]
notice-text: Φέρεται εἰς γνῶσιν τοῦ κοινοῦ τῆς Θεσσαλονίκης ὅτι ἀπό 1ης Νοεμβρίου 1973, τίθεται εἰς λειτουργίαν τό νέον κοιμητήριον «Ἀναστάσεως τοῦ Κυρίου», κείμενον ἐν τῇ περιοχῇ τῆς Εὐόσμου.	[1216, 818, 1552, 854]
school-ad-name: ΑΡΤΑΣ ΣΒΑΡΝΑ	[439, 1143, 562, 1160]
page-number-badge: Σελίς 8	[40, 30, 144, 64]
